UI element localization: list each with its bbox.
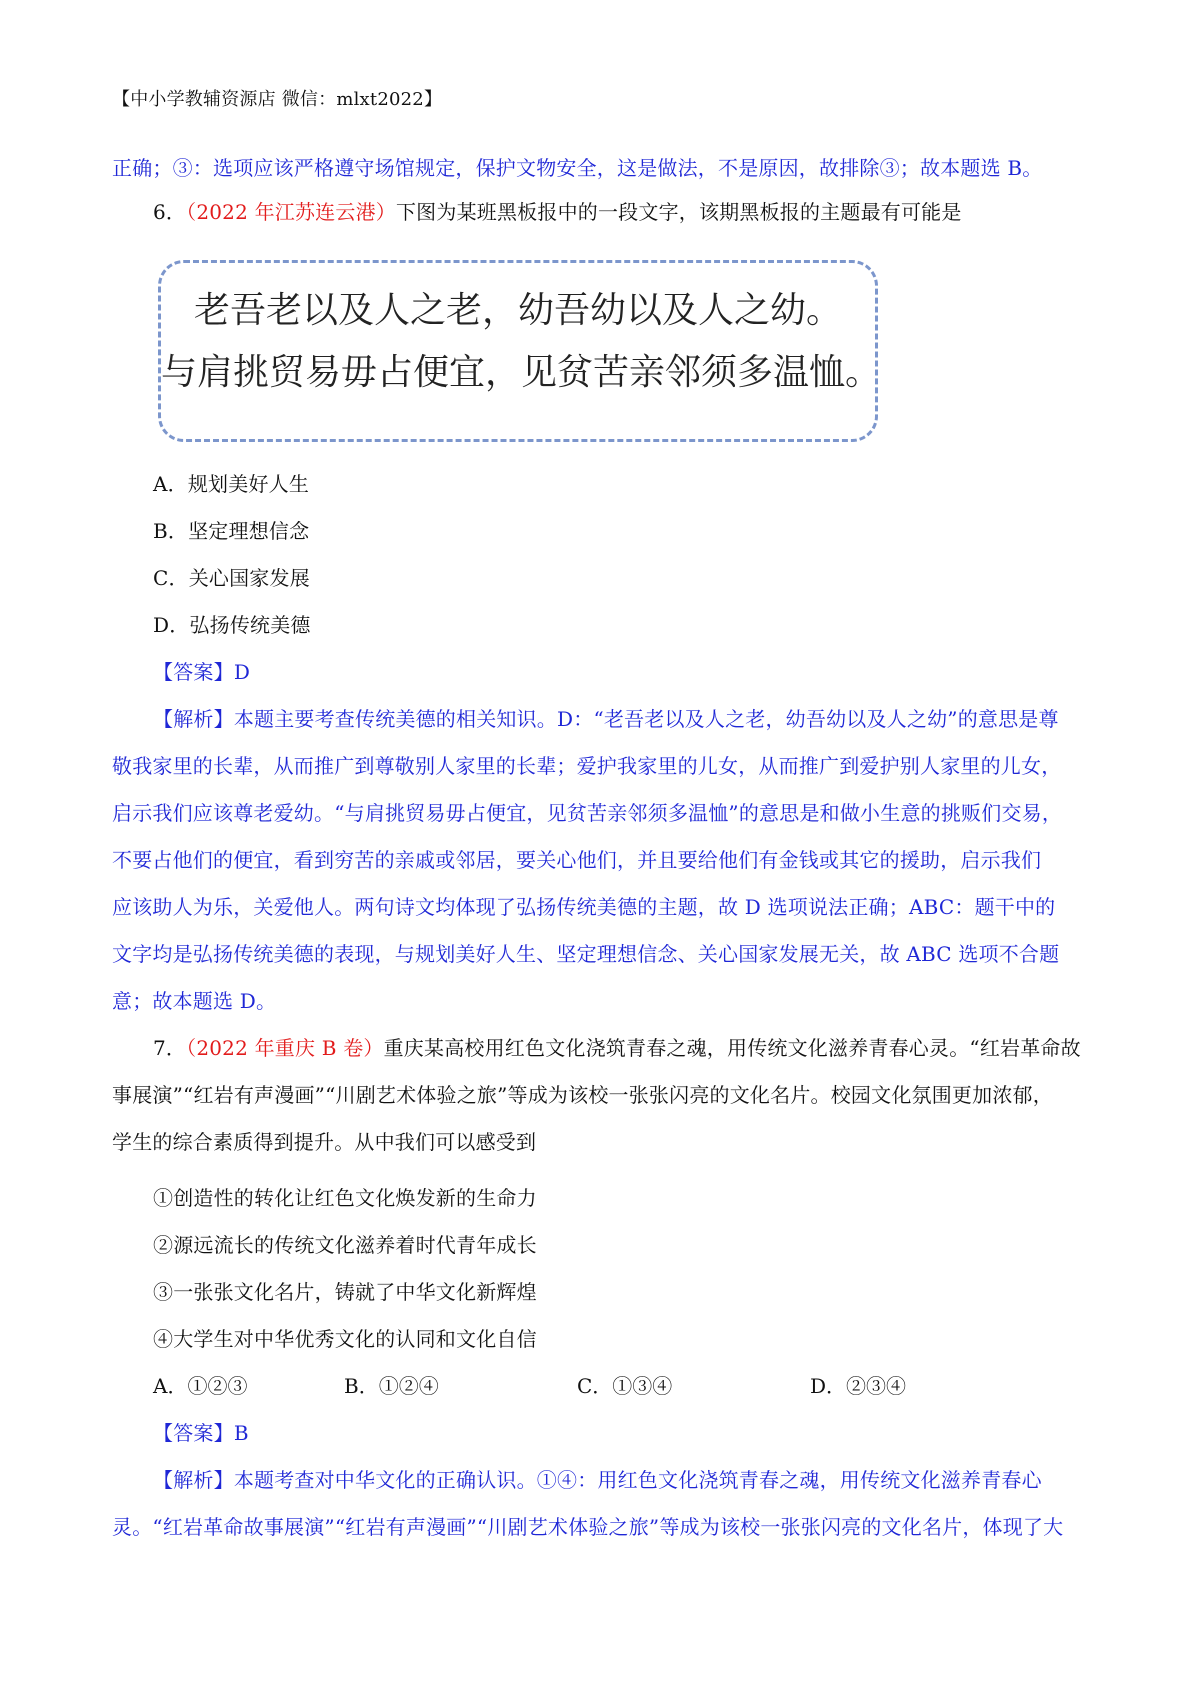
q7-answer <box>153 1419 249 1447</box>
q7-stem-line-2: 事展演”“红岩有声漫画”“川剧艺术体验之旅”等成为该校一张张闪亮的文化名片。校园文化氛围更加浓郁， <box>112 1083 1053 1107</box>
q6-stem <box>153 198 962 226</box>
q6-number: 6． <box>153 200 187 224</box>
q7-option-d: D．②③④ <box>810 1374 907 1398</box>
q7-analysis-tag: 【解析】 <box>153 1468 234 1492</box>
q7-stem-line-1 <box>153 1034 1081 1062</box>
q6-answer-tag: 【答案】 <box>153 660 234 684</box>
q6-analysis-line-4: 不要占他们的便宜，看到穷苦的亲戚或邻居，要关心他们，并且要给他们有金钱或其它的援助，启示我们 <box>112 848 1042 872</box>
q6-option-b: B．坚定理想信念 <box>153 519 310 543</box>
q6-analysis-line-3: 启示我们应该尊老爱幼。“与肩挑贸易毋占便宜，见贫苦亲邻须多温恤”的意思是和做小生意的挑贩们交易， <box>112 801 1063 825</box>
q6-analysis-tag: 【解析】 <box>153 707 234 731</box>
q6-analysis-line-5: 应该助人为乐，关爱他人。两句诗文均体现了弘扬传统美德的主题，故 D 选项说法正确；ABC：题干中的 <box>112 895 1056 919</box>
q7-analysis-line-2: 灵。“红岩革命故事展演”“红岩有声漫画”“川剧艺术体验之旅”等成为该校一张张闪亮的文化名片，体现了大 <box>112 1515 1064 1539</box>
q7-analysis-line-1 <box>153 1466 1042 1494</box>
q7-statement-3: ③一张张文化名片，铸就了中华文化新辉煌 <box>153 1280 537 1304</box>
q7-stem-text: 重庆某高校用红色文化浇筑青春之魂，用传统文化滋养青春心灵。“红岩革命故 <box>383 1036 1081 1060</box>
q6-source: （2022 年江苏连云港） <box>186 200 396 224</box>
q6-option-c: C．关心国家发展 <box>153 566 310 590</box>
q6-analysis-line-2: 敬我家里的长辈，从而推广到尊敬别人家里的长辈；爱护我家里的儿女，从而推广到爱护别人家里的儿女， <box>112 754 1062 778</box>
q7-stem-line-3: 学生的综合素质得到提升。从中我们可以感受到 <box>112 1130 537 1154</box>
q7-option-b: B．①②④ <box>344 1374 439 1398</box>
q6-option-a: A．规划美好人生 <box>153 472 310 496</box>
q7-statement-4: ④大学生对中华优秀文化的认同和文化自信 <box>153 1327 537 1351</box>
q6-analysis-line-1 <box>153 705 1059 733</box>
page-header: 【中小学教辅资源店 微信：mlxt2022】 <box>112 89 443 110</box>
q7-number: 7． <box>153 1036 187 1060</box>
q6-option-d: D．弘扬传统美德 <box>153 613 311 637</box>
q6-analysis-line-7: 意；故本题选 D。 <box>112 989 277 1013</box>
q7-answer-value: B <box>233 1421 249 1445</box>
q7-statement-2: ②源远流长的传统文化滋养着时代青年成长 <box>153 1233 537 1257</box>
q6-analysis-text: 本题主要考查传统美德的相关知识。D：“老吾老以及人之老，幼吾幼以及人之幼”的意思是尊 <box>233 707 1059 731</box>
q7-statement-1: ①创造性的转化让红色文化焕发新的生命力 <box>153 1186 537 1210</box>
q6-stem-text: 下图为某班黑板报中的一段文字，该期黑板报的主题最有可能是 <box>395 200 962 224</box>
q7-analysis-text: 本题考查对中华文化的正确认识。①④：用红色文化浇筑青春之魂，用传统文化滋养青春心 <box>233 1468 1042 1492</box>
quote-line-1: 老吾老以及人之老，幼吾幼以及人之幼。 <box>193 290 842 331</box>
blackboard-quote-box <box>158 260 882 442</box>
quote-line-2: 与肩挑贸易毋占便宜，见贫苦亲邻须多温恤。 <box>161 352 882 393</box>
q7-answer-tag: 【答案】 <box>153 1421 234 1445</box>
q6-answer-value: D <box>233 660 251 684</box>
q7-option-a: A．①②③ <box>153 1374 248 1398</box>
q7-source: （2022 年重庆 B 卷） <box>186 1036 384 1060</box>
q7-option-c: C．①③④ <box>577 1374 673 1398</box>
q6-analysis-line-6: 文字均是弘扬传统美德的表现，与规划美好人生、坚定理想信念、关心国家发展无关，故 ABC 选项不合题 <box>112 942 1060 966</box>
previous-analysis-tail: 正确；③：选项应该严格遵守场馆规定，保护文物安全，这是做法，不是原因，故排除③；故本题选 B。 <box>112 156 1043 180</box>
q6-answer <box>153 658 250 686</box>
